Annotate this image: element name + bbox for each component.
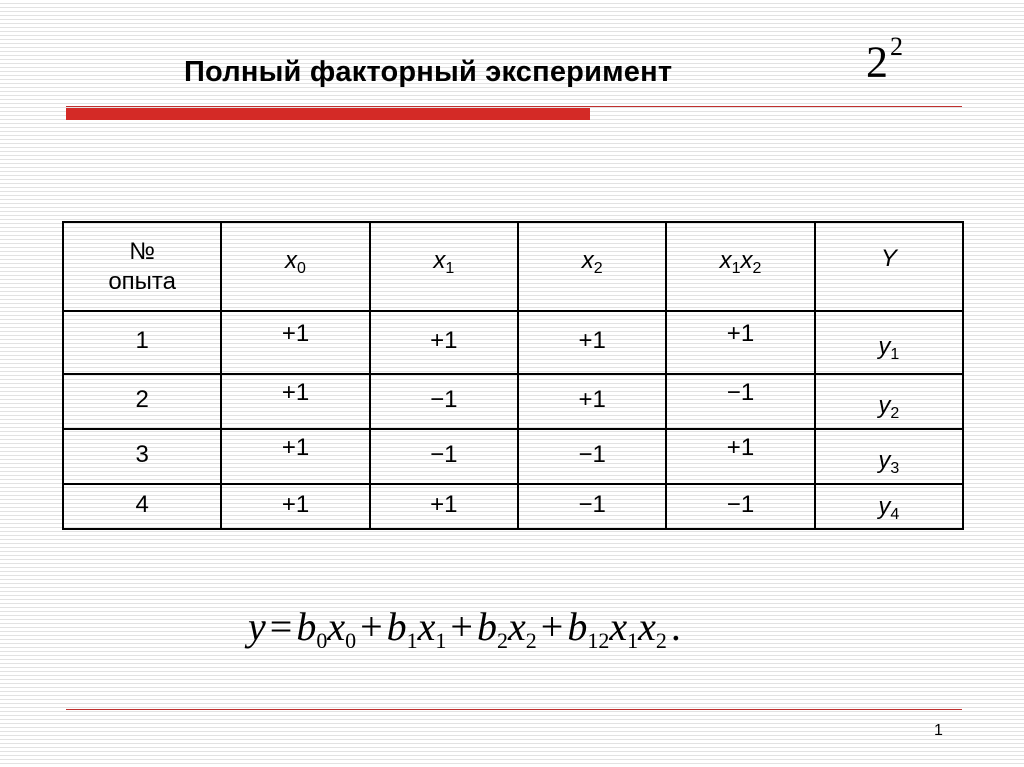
header-x1-var: x — [433, 247, 446, 274]
header-x2-var: x — [581, 247, 594, 274]
header-x1x2-sub2: 2 — [752, 260, 762, 277]
title-formula — [866, 32, 903, 87]
cell-num: 4 — [63, 484, 221, 529]
page-number: 1 — [934, 722, 943, 739]
cell-x1x2: −1 — [666, 484, 814, 529]
header-x1x2-sub: 1 — [731, 260, 741, 277]
cell-num: 1 — [63, 311, 221, 374]
title-accent-bar — [66, 108, 590, 120]
formula-coef: b — [567, 604, 588, 649]
formula-end: . — [670, 604, 681, 649]
cell-x0: +1 — [221, 374, 369, 429]
table-row — [63, 484, 963, 529]
header-y-var: Y — [880, 244, 897, 272]
footer-divider — [66, 709, 962, 710]
formula-coef-sub: 1 — [406, 628, 418, 653]
formula-coef: b — [476, 604, 497, 649]
cell-y: $y_1$ — [815, 311, 963, 374]
formula-var-sub: 2 — [655, 628, 667, 653]
formula-plus: + — [450, 604, 473, 649]
formula-var-sub: 2 — [525, 628, 537, 653]
formula-coef-sub: 0 — [316, 628, 328, 653]
formula-var: x — [327, 604, 346, 649]
cell-x0: +1 — [221, 484, 369, 529]
cell-x2: −1 — [518, 484, 666, 529]
header-x2 — [518, 222, 666, 311]
header-x1x2-var2: x — [740, 247, 753, 274]
formula-var: x — [417, 604, 436, 649]
header-x2-sub: 2 — [593, 260, 603, 277]
header-x0 — [221, 222, 369, 311]
header-x1x2-var: x — [719, 247, 732, 274]
formula-var: x — [609, 604, 628, 649]
formula-plus: + — [540, 604, 564, 649]
cell-x1: −1 — [370, 374, 518, 429]
cell-x1: +1 — [370, 311, 518, 374]
title-formula-exponent: 2 — [890, 32, 903, 61]
cell-x1: −1 — [370, 429, 518, 484]
formula-var-sub: 0 — [345, 628, 357, 653]
cell-num: 2 — [63, 374, 221, 429]
formula-var-sub: 1 — [435, 628, 447, 653]
header-x1 — [370, 222, 518, 311]
slide-title: Полный факторный эксперимент — [184, 56, 673, 88]
cell-x1: +1 — [370, 484, 518, 529]
header-num-label: № опыта — [108, 237, 176, 295]
cell-x1x2: +1 — [666, 311, 814, 374]
formula-coef-sub: 2 — [496, 628, 508, 653]
table-row — [63, 374, 963, 429]
table-row — [63, 429, 963, 484]
formula-coef: b — [296, 604, 317, 649]
cell-x2: +1 — [518, 374, 666, 429]
cell-x2: +1 — [518, 311, 666, 374]
title-formula-base: 2 — [866, 37, 888, 87]
cell-x0: +1 — [221, 429, 369, 484]
title-underline — [66, 106, 962, 107]
header-y — [815, 222, 963, 311]
table-row — [63, 311, 963, 374]
header-x0-sub: 0 — [297, 260, 306, 277]
table-header-row — [63, 222, 963, 311]
formula-lhs: y — [248, 604, 266, 649]
cell-y: $y_3$ — [815, 429, 963, 484]
cell-x2: −1 — [518, 429, 666, 484]
cell-y: $y_2$ — [815, 374, 963, 429]
header-x1x2 — [666, 222, 814, 311]
header-experiment-number — [63, 222, 221, 311]
experiment-table — [62, 221, 964, 530]
cell-x1x2: −1 — [666, 374, 814, 429]
formula-var-sub: 1 — [627, 628, 639, 653]
cell-x0: +1 — [221, 311, 369, 374]
cell-num: 3 — [63, 429, 221, 484]
formula-coef: b — [386, 604, 407, 649]
formula-equals: = — [269, 604, 293, 649]
regression-formula — [248, 603, 681, 654]
cell-y: $y_4$ — [815, 484, 963, 529]
header-x0-var: x — [285, 247, 298, 274]
formula-var: x — [507, 604, 526, 649]
formula-plus: + — [360, 604, 383, 649]
header-x1-sub: 1 — [445, 260, 455, 277]
formula-coef-sub: 12 — [587, 628, 610, 653]
cell-x1x2: +1 — [666, 429, 814, 484]
formula-var: x — [638, 604, 656, 649]
